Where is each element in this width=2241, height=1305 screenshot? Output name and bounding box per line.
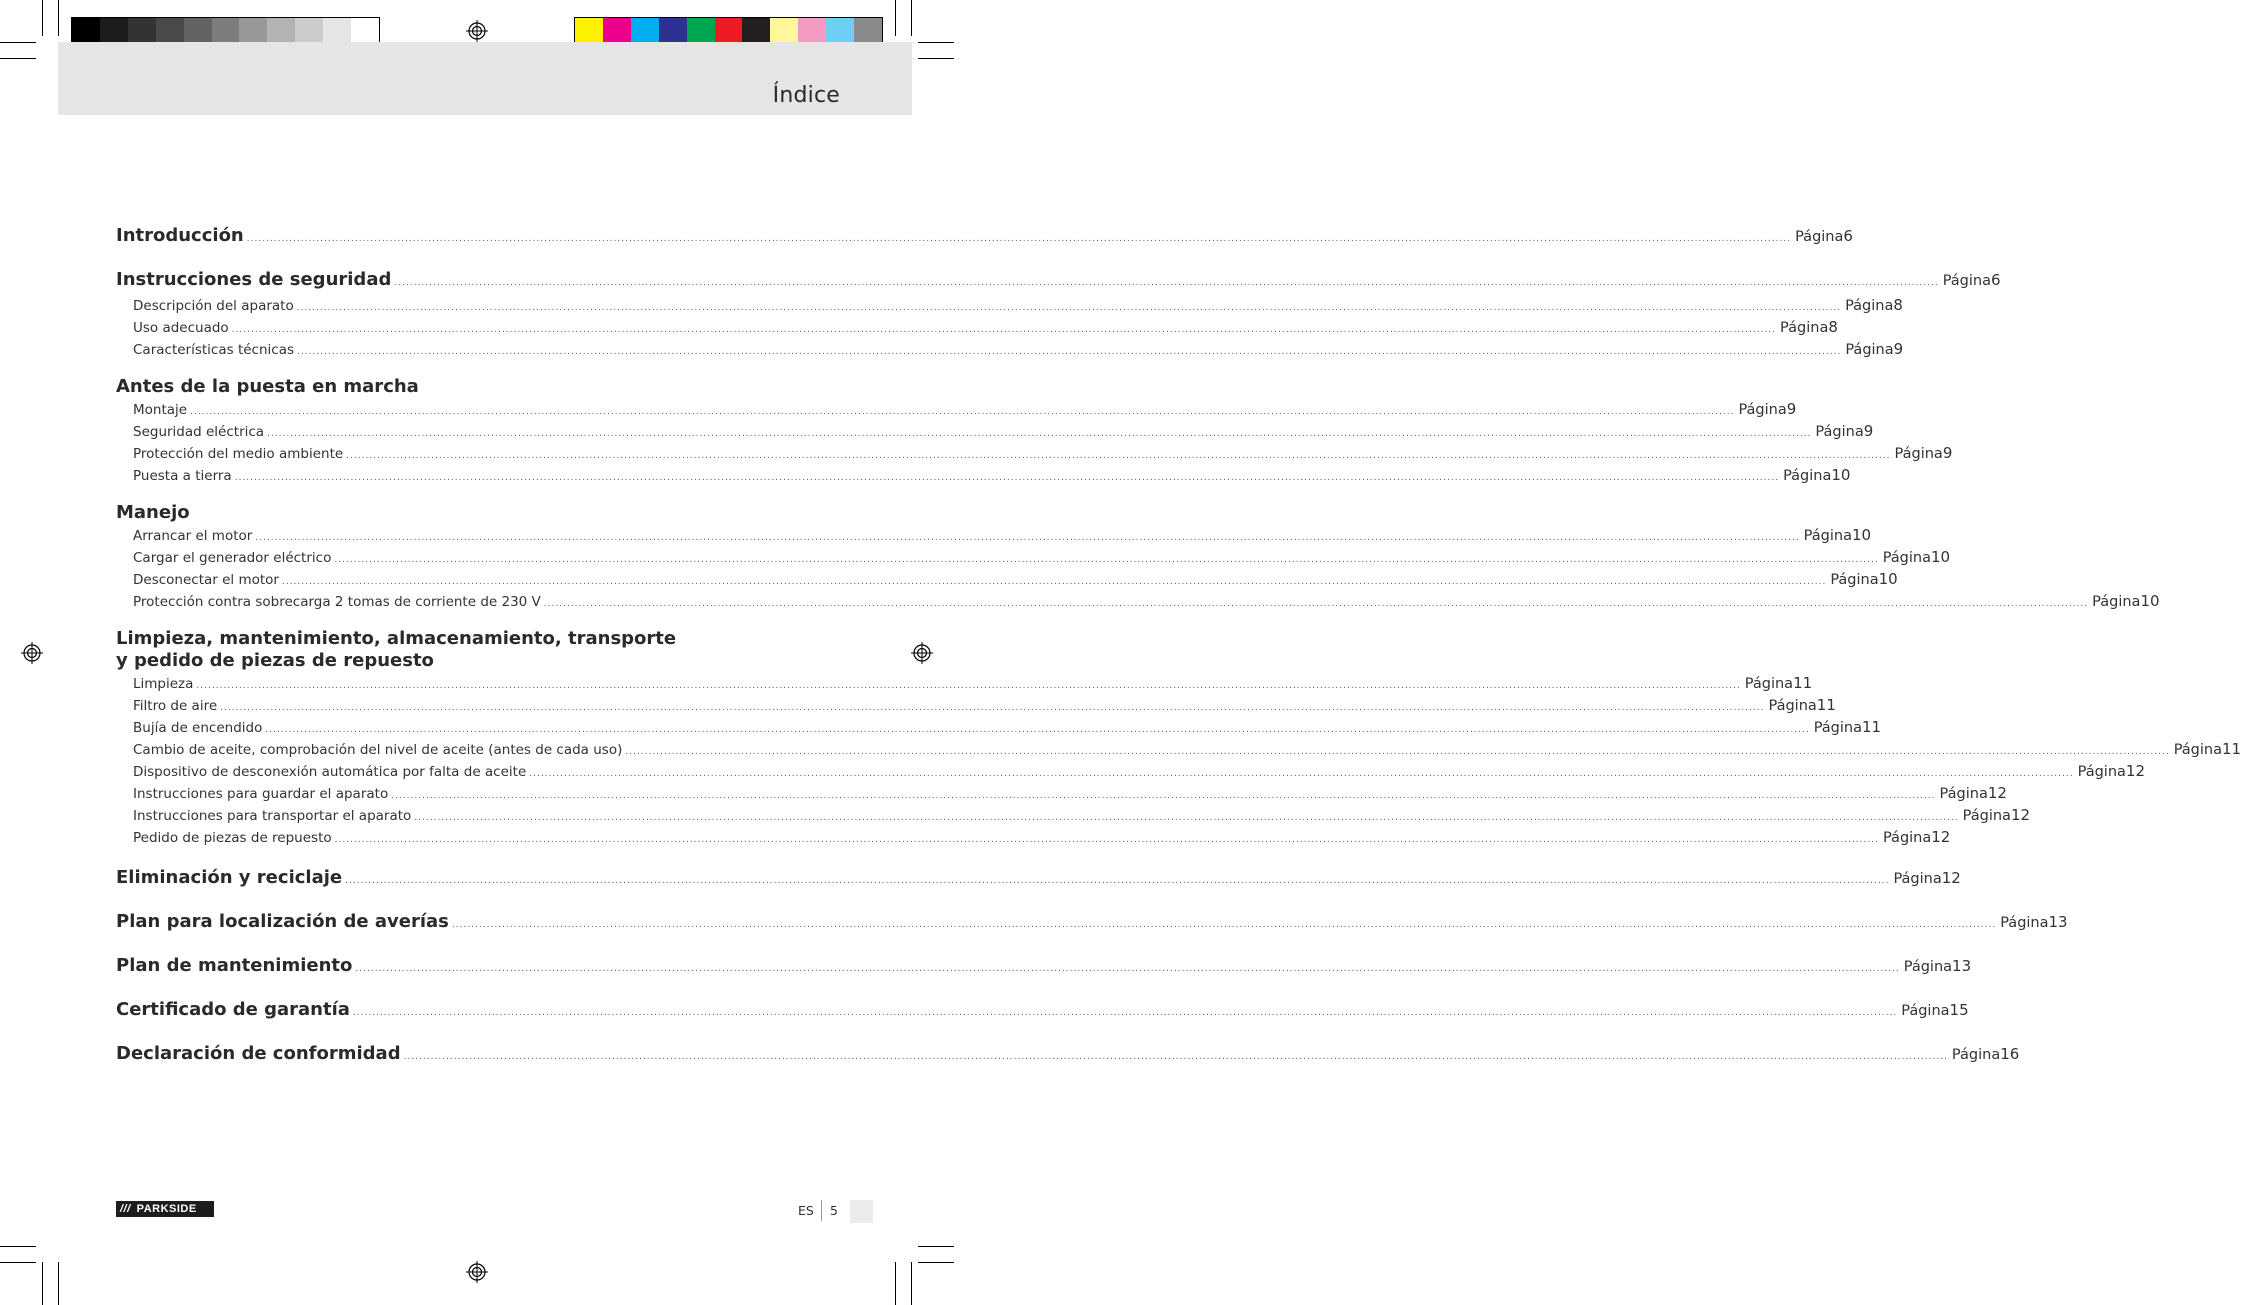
toc-entry-label: Arrancar el motor [133,528,253,544]
toc-entry-label: Cargar el generador eléctrico [133,550,332,566]
crop-mark [58,0,59,36]
dot-leader: ................................................................................................................................................................................................................................................................................................................................................................................................................ [246,234,1792,244]
dot-leader: ................................................................................................................................................................................................................................................................................................................................................................................................................ [355,964,1900,974]
toc-entry[interactable] [116,294,1903,316]
toc-entry[interactable] [116,590,2160,612]
page-ref: 11 [1816,696,1836,714]
logo-text: PARKSIDE [136,1203,197,1215]
color-swatch [212,18,240,45]
page-ref: 10 [1878,570,1898,588]
color-swatch [239,18,267,45]
page-word: Página [1882,550,1931,566]
dot-leader: ................................................................................................................................................................................................................................................................................................................................................................................................................ [265,725,1810,735]
color-swatch [854,18,882,45]
crop-mark [58,1262,59,1305]
toc-entry-label: Uso adecuado [133,320,229,336]
dot-leader: ................................................................................................................................................................................................................................................................................................................................................................................................................ [196,681,1741,691]
dot-leader: ................................................................................................................................................................................................................................................................................................................................................................................................................ [345,876,1890,886]
crop-mark [895,0,896,36]
dot-leader: ................................................................................................................................................................................................................................................................................................................................................................................................................ [220,703,1765,713]
toc-entry[interactable] [116,826,1951,848]
toc-entry[interactable] [116,804,2031,826]
color-swatch [742,18,770,45]
color-swatch [631,18,659,45]
page-ref: 15 [1949,1001,1969,1019]
toc-entry[interactable] [116,464,1851,486]
color-swatch [72,18,100,45]
page-ref: 6 [1990,271,2001,289]
toc-entry[interactable] [116,546,1951,568]
crop-mark [0,58,36,59]
dot-leader: ................................................................................................................................................................................................................................................................................................................................................................................................................ [334,835,1879,845]
toc-entry-label: Pedido de piezas de repuesto [133,830,332,846]
page-word: Página [1882,830,1932,846]
toc-section [116,908,2068,936]
crop-mark [911,0,912,36]
page-word: Página [1951,1047,2001,1063]
page-word: Página [1803,528,1852,544]
language-code: ES [798,1203,814,1218]
page-word: Página [1738,402,1787,418]
toc-section-heading[interactable]: Limpieza, mantenimiento, almacenamiento, transporte y pedido de piezas de repuesto [116,628,677,671]
color-swatch [156,18,184,45]
registration-mark-icon [466,20,488,42]
page-word: Página [2173,742,2222,758]
toc-entry[interactable] [116,568,1898,590]
page-number: 5 [830,1203,838,1218]
page-ref: 12 [2125,762,2145,780]
page-ref: 10 [2140,592,2160,610]
color-swatch [323,18,351,45]
dot-leader: ................................................................................................................................................................................................................................................................................................................................................................................................................ [543,599,2089,609]
toc-entry-label: Instrucciones para guardar el aparato [133,786,389,802]
color-swatch [603,18,631,45]
toc-section-heading-label: Instrucciones de seguridad [116,269,392,290]
toc-entry[interactable] [116,420,1874,442]
page-ref: 10 [1930,548,1951,566]
logo-stripes: /// [120,1203,131,1215]
toc-entry[interactable] [116,694,1836,716]
dot-leader: ................................................................................................................................................................................................................................................................................................................................................................................................................ [267,429,1812,439]
toc-section-heading[interactable]: Antes de la puesta en marcha [116,376,419,397]
page-ref: 13 [1952,957,1972,975]
toc-entry-label: Bujía de encendido [133,720,263,736]
color-swatch [798,18,826,45]
toc-section-heading[interactable] [116,1040,2020,1068]
page-ref: 8 [1828,318,1838,336]
parkside-logo [116,1201,214,1217]
toc-section-heading[interactable] [116,908,2068,936]
color-swatch [687,18,715,45]
toc-entry-label: Limpieza [133,676,194,692]
toc-section-heading[interactable] [116,996,1969,1024]
toc-section-heading[interactable] [116,864,1961,892]
toc-entry-label: Filtro de aire [133,698,218,714]
page-ref: 9 [1893,340,1904,358]
toc-entry-label: Puesta a tierra [133,468,232,484]
page-word: Página [2077,764,2126,780]
page-ref: 8 [1893,296,1903,314]
page-word: Página [1939,786,1988,802]
dot-leader: ................................................................................................................................................................................................................................................................................................................................................................................................................ [234,473,1780,483]
registration-mark-icon [466,1261,488,1283]
dot-leader: ................................................................................................................................................................................................................................................................................................................................................................................................................ [391,791,1936,801]
toc-entry[interactable] [116,716,1882,738]
toc-entry[interactable] [116,338,1904,360]
toc-entry-label: Cambio de aceite, comprobación del nivel de aceite (antes de cada uso) [133,742,623,758]
dot-leader: ................................................................................................................................................................................................................................................................................................................................................................................................................ [296,303,1842,313]
toc-entry-label: Desconectar el motor [133,572,279,588]
page-word: Página [1830,572,1879,588]
page-ref: 9 [1942,444,1953,462]
crop-mark [895,1262,896,1305]
page-ref: 12 [1941,869,1961,887]
crop-mark [918,42,954,43]
page-word: Página [2000,915,2049,931]
page-ref: 11 [2222,740,2241,758]
toc-section-heading[interactable] [116,222,1853,250]
page-word: Página [1962,808,2011,824]
toc-entry[interactable] [116,442,1953,464]
crop-mark [918,1246,954,1247]
toc-section-heading-label: Plan para localización de averías [116,911,449,932]
registration-mark-icon [21,642,43,664]
page-ref: 11 [1793,674,1813,692]
toc-entry-label: Características técnicas [133,342,294,358]
toc-section-heading-label: Certificado de garantía [116,999,350,1020]
dot-leader: ................................................................................................................................................................................................................................................................................................................................................................................................................ [352,1008,1898,1018]
toc-entry-label: Protección del medio ambiente [133,446,344,462]
color-swatch [659,18,687,45]
footer-tab-box [850,1200,873,1223]
toc-section [116,266,2001,360]
toc-section [116,996,1969,1024]
crop-mark [918,58,954,59]
page-ref: 6 [1843,227,1853,245]
toc-section-heading-label: Declaración de conformidad [116,1043,401,1064]
page-word: Página [1893,871,1942,887]
dot-leader: ................................................................................................................................................................................................................................................................................................................................................................................................................ [346,451,1891,461]
crop-mark [0,1246,36,1247]
page-ref: 11 [1862,718,1882,736]
dot-leader: ................................................................................................................................................................................................................................................................................................................................................................................................................ [190,407,1735,417]
page-ref: 10 [1831,466,1851,484]
page-ref: 12 [2010,806,2031,824]
page-ref: 9 [1863,422,1874,440]
page-word: Página [2092,594,2141,610]
crop-mark [42,1262,43,1305]
dot-leader: ................................................................................................................................................................................................................................................................................................................................................................................................................ [231,325,1777,335]
page-word: Página [1901,1003,1950,1019]
toc-entry-label: Dispositivo de desconexión automática por falta de aceite [133,764,527,780]
page-word: Página [1783,468,1832,484]
toc-section-heading-label: Plan de mantenimiento [116,955,353,976]
page-ref: 10 [1851,526,1872,544]
dot-leader: ................................................................................................................................................................................................................................................................................................................................................................................................................ [281,577,1827,587]
toc-section-heading[interactable] [116,266,2001,294]
color-swatch [351,18,379,45]
toc-entry-label: Protección contra sobrecarga 2 tomas de corriente de 230 V [133,594,541,610]
page-word: Página [1744,676,1794,692]
toc-section [116,222,1853,250]
toc-entry[interactable] [116,782,2007,804]
dot-leader: ................................................................................................................................................................................................................................................................................................................................................................................................................ [625,747,2170,757]
toc-entry[interactable] [116,524,1872,546]
toc-section [116,1040,2020,1068]
color-swatch [128,18,156,45]
color-swatch [184,18,212,45]
color-swatch [770,18,798,45]
dot-leader: ................................................................................................................................................................................................................................................................................................................................................................................................................ [394,278,1939,288]
page-word: Página [1845,342,1894,358]
dot-leader: ................................................................................................................................................................................................................................................................................................................................................................................................................ [414,813,1959,823]
color-swatch [826,18,854,45]
toc-entry-label: Instrucciones para transportar el aparato [133,808,412,824]
toc-entry[interactable] [116,398,1797,420]
page-word: Página [1845,298,1894,314]
toc-section [116,376,1953,486]
footer-divider [821,1200,822,1221]
page-word: Página [1894,446,1943,462]
color-swatch [295,18,323,45]
color-swatch [267,18,295,45]
toc-section-heading[interactable] [116,952,1972,980]
dot-leader: ................................................................................................................................................................................................................................................................................................................................................................................................................ [334,555,1879,565]
dot-leader: ................................................................................................................................................................................................................................................................................................................................................................................................................ [451,920,1997,930]
page-ref: 12 [1987,784,2007,802]
table-of-contents [116,222,2241,1084]
crop-mark [42,0,43,36]
crop-mark [0,1262,36,1263]
registration-mark-icon [911,642,933,664]
page-word: Página [1815,424,1864,440]
crop-mark [918,1262,954,1263]
page-ref: 16 [2000,1045,2020,1063]
toc-entry[interactable] [116,760,2145,782]
dot-leader: ................................................................................................................................................................................................................................................................................................................................................................................................................ [403,1052,1948,1062]
color-swatch [715,18,743,45]
crop-mark [0,42,36,43]
toc-section-heading[interactable]: Manejo [116,502,190,523]
toc-section [116,502,2160,612]
color-swatch [575,18,603,45]
toc-section-heading-label: Introducción [116,225,244,246]
page-word: Página [1813,720,1862,736]
toc-section [116,952,1972,980]
toc-section [116,628,2241,848]
toc-entry[interactable] [116,738,2241,760]
toc-entry-label: Montaje [133,402,188,418]
toc-entry[interactable] [116,316,1838,338]
page-ref: 9 [1786,400,1797,418]
dot-leader: ................................................................................................................................................................................................................................................................................................................................................................................................................ [529,769,2074,779]
crop-mark [911,1262,912,1305]
dot-leader: ................................................................................................................................................................................................................................................................................................................................................................................................................ [255,533,1800,543]
toc-section [116,864,1961,892]
toc-entry-label: Descripción del aparato [133,298,294,314]
color-swatch [100,18,128,45]
page-ref: 12 [1931,828,1951,846]
toc-entry[interactable] [116,672,1813,694]
toc-entry-label: Seguridad eléctrica [133,424,265,440]
dot-leader: ................................................................................................................................................................................................................................................................................................................................................................................................................ [297,347,1842,357]
page-word: Página [1795,229,1844,245]
page-word: Página [1942,273,1991,289]
page-word: Página [1780,320,1829,336]
page-word: Página [1768,698,1817,714]
page-ref: 13 [2048,913,2068,931]
page-word: Página [1903,959,1953,975]
page-title: Índice [772,83,840,108]
toc-section-heading-label: Eliminación y reciclaje [116,867,343,888]
